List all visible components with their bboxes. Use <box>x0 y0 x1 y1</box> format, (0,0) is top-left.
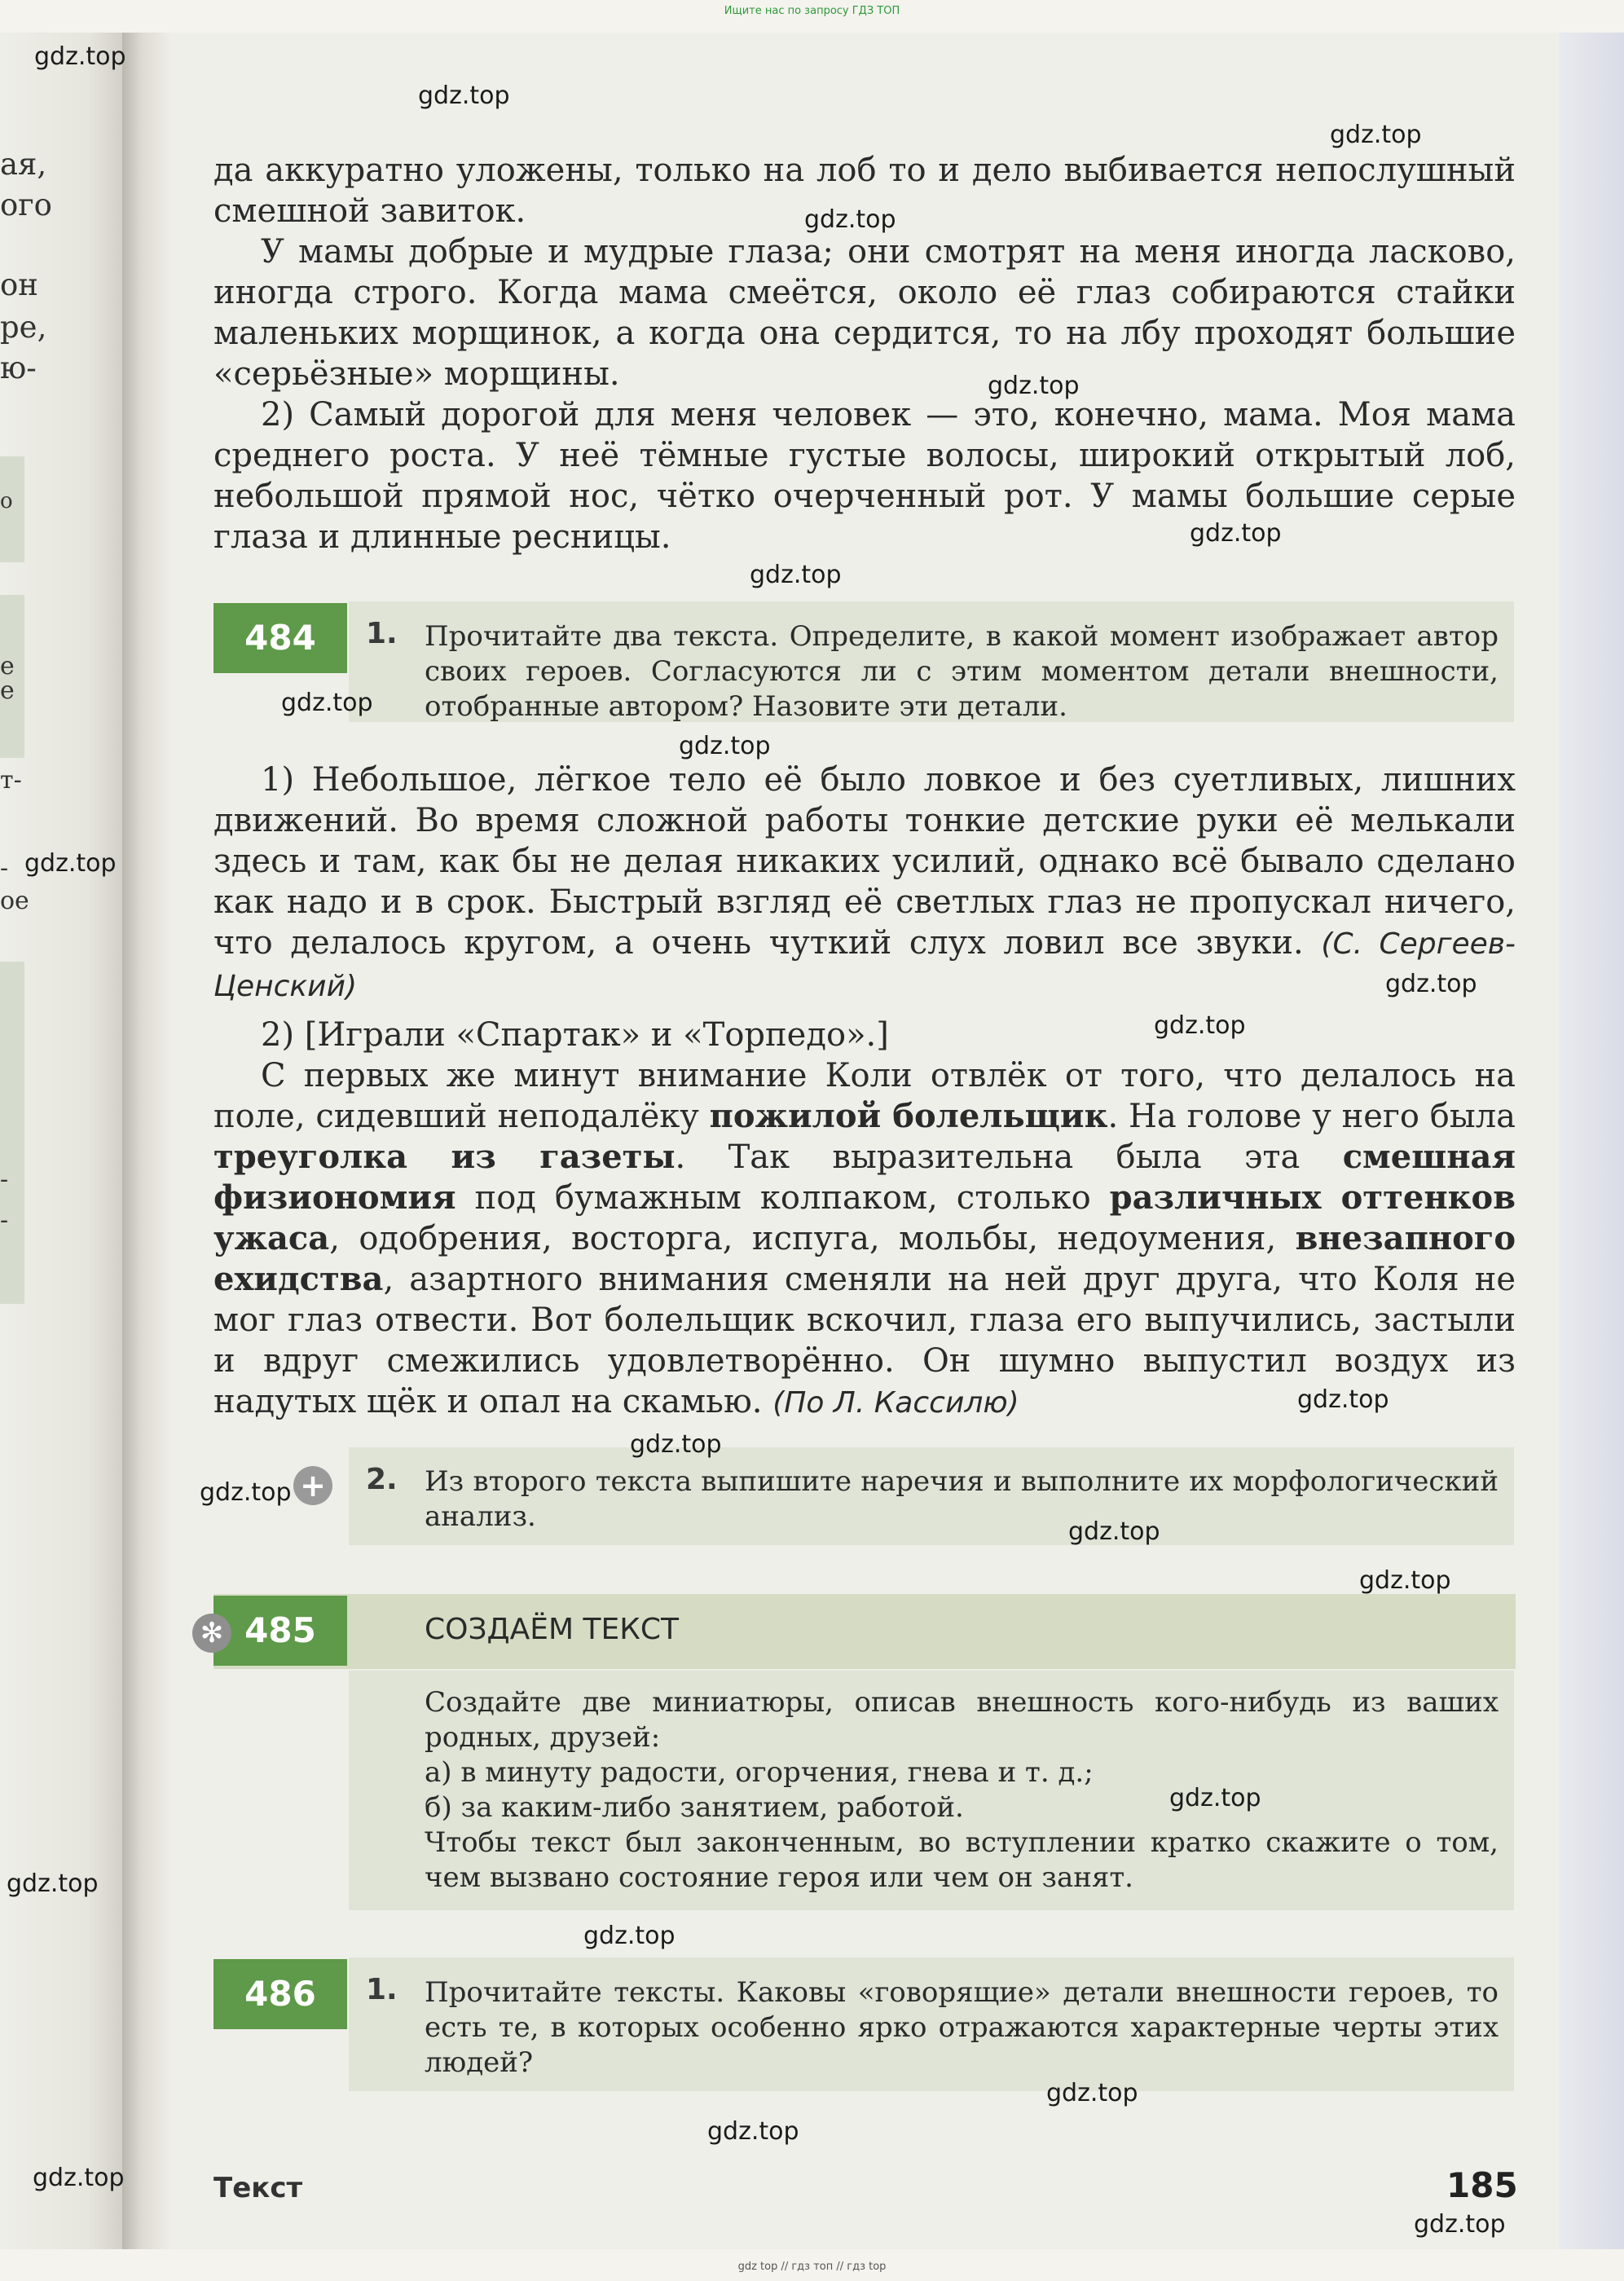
task-text-484-2: Из второго текста выпишите наречия и выполните их морфологический анализ. <box>425 1465 1499 1533</box>
watermark: gdz.top <box>1154 1011 1246 1040</box>
watermark: gdz.top <box>1414 2210 1506 2239</box>
watermark: gdz.top <box>750 561 842 589</box>
book-spine <box>122 33 171 2249</box>
left-fragment: ю- <box>0 350 37 385</box>
watermark: gdz.top <box>1068 1517 1160 1546</box>
text2-author: (По Л. Кассилю) <box>772 1386 1019 1420</box>
watermark: gdz.top <box>1359 1566 1451 1595</box>
left-fragment: - <box>0 854 9 883</box>
task-number: 1. <box>366 1973 398 2006</box>
left-fragment: т- <box>0 766 22 795</box>
text-run: С первых же минут внимание Коли отвлёк от того, что делалось на поле, сидевший неподалёку <box>213 1057 1516 1135</box>
paragraph: да аккуратно уложены, только на лоб то и дело выбивается непослушный смешной завиток. <box>213 152 1516 230</box>
watermark: gdz.top <box>24 849 117 878</box>
left-fragment: - <box>0 1165 9 1194</box>
footer-section-name: Текст <box>213 2172 303 2204</box>
watermark: gdz.top <box>33 2164 125 2192</box>
watermark: gdz.top <box>34 42 126 71</box>
watermark: gdz.top <box>1330 121 1422 149</box>
left-fragment: е <box>0 676 15 705</box>
text-run: , одобрения, восторга, испуга, мольбы, недоумения, <box>329 1220 1296 1257</box>
text-run: , азартного внимания сменяли на ней друг друга, что Коля не мог глаз отвести. Вот болельщик вскочил, глаза его выпучились, застыли и вдруг смежились удовлетворённо. Он шумно выпустил воздух из надутых щёк и опал на скамью. <box>213 1261 1516 1420</box>
bold-detail: внезапного ехидства <box>213 1219 1516 1298</box>
task-text-486-1: Прочитайте тексты. Каковы «говорящие» детали внешности героев, то есть те, в которых особенно ярко отражаются характерные черты этих людей? <box>425 1976 1499 2079</box>
section-header-bar <box>213 1594 1516 1669</box>
bold-detail: пожилой болельщик <box>709 1097 1108 1135</box>
top-banner[interactable]: Ищите нас по запросу ГДЗ ТОП <box>724 5 900 17</box>
watermark: gdz.top <box>1297 1385 1389 1414</box>
exercise-number-486: 486 <box>213 1959 347 2029</box>
left-fragment: ое <box>0 887 29 915</box>
watermark: gdz.top <box>988 372 1080 400</box>
task-line: Создайте две миниатюры, описав внешность кого-нибудь из ваших родных, друзей: <box>425 1686 1499 1754</box>
exercise-number-485: 485 <box>213 1596 347 1666</box>
watermark: gdz.top <box>200 1478 292 1507</box>
paragraph: 2) Самый дорогой для меня человек — это, конечно, мама. Моя мама среднего роста. У неё тёмные густые волосы, широкий открытый лоб, небольшой прямой нос, чётко очерченный рот. У мамы большие серые глаза и длинные ресницы. <box>213 396 1516 556</box>
exercise-number-484: 484 <box>213 603 347 673</box>
left-fragment: - <box>0 1206 9 1235</box>
left-fragment: ая, <box>0 147 47 182</box>
task-line: Чтобы текст был законченным, во вступлении кратко скажите о том, чем вызвано состояние героя или чем он занят. <box>425 1826 1499 1894</box>
watermark: gdz.top <box>7 1869 99 1898</box>
watermark: gdz.top <box>583 1922 676 1950</box>
left-fragment: е <box>0 652 15 680</box>
watermark: gdz.top <box>1169 1784 1261 1812</box>
task-line: б) за каким-либо занятием, работой. <box>425 1791 964 1824</box>
text1-body: 1) Небольшое, лёгкое тело её было ловкое и без суетливых, лишних движений. Во время сложной работы тонкие детские руки её мелькали здесь и там, как бы не делая никаких усилий, однако всё бывало сделано как надо и в срок. Быстрый взгляд её светлых глаз не пропускал ничего, что делалось кругом, а очень чуткий слух ловил все звуки. <box>213 761 1516 962</box>
text1-author: (С. Сергеев-Ценский) <box>213 927 1516 1003</box>
watermark: gdz.top <box>804 205 896 234</box>
left-fragment: ого <box>0 187 52 222</box>
ex484-text1 <box>213 760 1516 1007</box>
watermark: gdz.top <box>1190 519 1282 548</box>
ex484-text2 <box>213 1015 1516 1424</box>
task-text-484-1: Прочитайте два текста. Определите, в какой момент изображает автор своих героев. Согласуются ли с этим моментом детали внешности, отобранные автором? Назовите эти детали. <box>425 620 1499 723</box>
watermark: gdz.top <box>1385 970 1477 998</box>
task-text-485 <box>425 1685 1499 1896</box>
watermark: gdz.top <box>707 2117 799 2146</box>
bottom-banner[interactable]: gdz top // гдз топ // гдз top <box>737 2261 887 2273</box>
bold-detail: смешная физиономия <box>213 1138 1516 1217</box>
text-run: . На голове у него была <box>1107 1098 1516 1135</box>
left-fragment: ре, <box>0 310 47 345</box>
watermark: gdz.top <box>281 689 373 717</box>
text2-heading: 2) [Играли «Спартак» и «Торпедо».] <box>261 1016 889 1054</box>
watermark: gdz.top <box>418 81 510 110</box>
asterisk-circle-icon: ✻ <box>192 1614 231 1653</box>
bold-detail: треуголка из газеты <box>213 1138 676 1176</box>
task-number: 2. <box>366 1463 398 1496</box>
paragraph: У мамы добрые и мудрые глаза; они смотрят на меня иногда ласково, иногда строго. Когда мама смеётся, около её глаз собираются стайки маленьких морщинок, а когда она сердится, то на лбу проходят большие «серьёзные» морщины. <box>213 233 1516 393</box>
task-number: 1. <box>366 617 398 650</box>
bold-detail: различных оттенков ужаса <box>213 1178 1516 1257</box>
plus-circle-icon: + <box>293 1466 332 1505</box>
left-green-strip <box>0 962 24 1304</box>
page-number: 185 <box>1446 2165 1518 2205</box>
task-line: а) в минуту радости, огорчения, гнева и т. д.; <box>425 1756 1094 1789</box>
left-fragment: о <box>0 489 13 513</box>
left-fragment: он <box>0 267 38 302</box>
left-page-fragment <box>0 33 126 2249</box>
watermark: gdz.top <box>1046 2079 1138 2107</box>
watermark: gdz.top <box>679 732 771 760</box>
text-run: . Так выразительна была эта <box>675 1138 1343 1176</box>
text-run: под бумажным колпаком, столько <box>456 1179 1110 1217</box>
right-page-edge <box>1559 33 1624 2249</box>
watermark: gdz.top <box>630 1430 722 1459</box>
section-header-title: СОЗДАЁМ ТЕКСТ <box>425 1613 679 1646</box>
